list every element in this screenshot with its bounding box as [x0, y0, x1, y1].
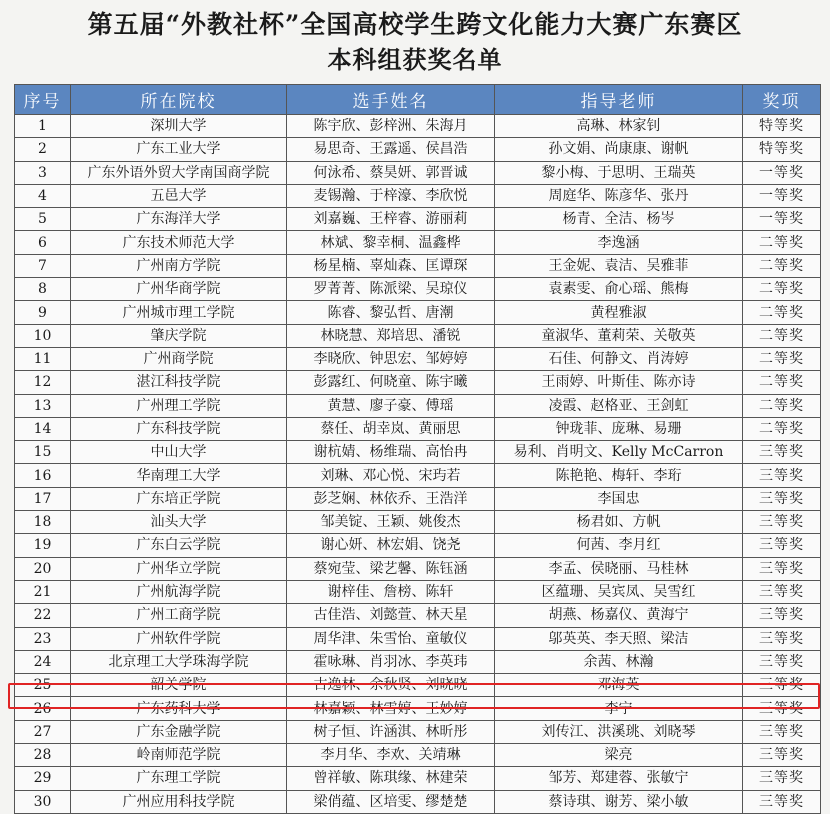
cell-number: 7: [15, 254, 71, 277]
page-title: 第五届“外教社杯”全国高校学生跨文化能力大赛广东赛区: [87, 10, 743, 39]
cell-teachers: 杨君如、方帆: [495, 511, 743, 534]
cell-number: 2: [15, 138, 71, 161]
cell-number: 15: [15, 441, 71, 464]
cell-students: 罗菁菁、陈派梁、吴琼仪: [287, 278, 495, 301]
cell-number: 13: [15, 394, 71, 417]
table-row: [15, 394, 821, 417]
cell-teachers: 余茜、林瀚: [495, 650, 743, 673]
cell-school: 华南理工大学: [71, 464, 287, 487]
cell-students: 古佳浩、刘懿萱、林天星: [287, 604, 495, 627]
table-row: [15, 184, 821, 207]
cell-number: 14: [15, 417, 71, 440]
cell-teachers: 邹芳、郑建蓉、张敏宁: [495, 767, 743, 790]
cell-number: 5: [15, 208, 71, 231]
cell-award: 三等奖: [743, 744, 821, 767]
cell-teachers: 区蕴珊、吴宾凤、吴雪红: [495, 580, 743, 603]
cell-teachers: 高琳、林家钊: [495, 115, 743, 138]
cell-number: 12: [15, 371, 71, 394]
cell-students: 古逸林、余秋贤、刘晓晓: [287, 674, 495, 697]
cell-number: 9: [15, 301, 71, 324]
cell-number: 3: [15, 161, 71, 184]
cell-number: 8: [15, 278, 71, 301]
table-row: [15, 674, 821, 697]
table-row: [15, 627, 821, 650]
table-row: [15, 115, 821, 138]
page-subtitle: 本科组获奖名单: [327, 45, 503, 74]
cell-number: 6: [15, 231, 71, 254]
cell-school: 韶关学院: [71, 674, 287, 697]
cell-award: 二等奖: [743, 278, 821, 301]
cell-award: 三等奖: [743, 464, 821, 487]
table-row: [15, 254, 821, 277]
cell-school: 肇庆学院: [71, 324, 287, 347]
cell-teachers: 李宁: [495, 697, 743, 720]
cell-school: 广东金融学院: [71, 720, 287, 743]
cell-number: 20: [15, 557, 71, 580]
cell-number: 26: [15, 697, 71, 720]
cell-students: 谢梓佳、詹榜、陈轩: [287, 580, 495, 603]
cell-number: 1: [15, 115, 71, 138]
award-table: [14, 84, 821, 814]
cell-award: 二等奖: [743, 347, 821, 370]
cell-students: 何泳希、蔡昊妍、郭晋诚: [287, 161, 495, 184]
cell-teachers: 蔡诗琪、谢芳、梁小敏: [495, 790, 743, 813]
table-row: [15, 604, 821, 627]
cell-students: 麦锡瀚、于梓濠、李欣悦: [287, 184, 495, 207]
table-row: [15, 324, 821, 347]
cell-students: 林晓慧、郑培思、潘锐: [287, 324, 495, 347]
cell-number: 25: [15, 674, 71, 697]
table-row: [15, 744, 821, 767]
cell-award: 一等奖: [743, 161, 821, 184]
cell-students: 刘琳、邓心悦、宋玙若: [287, 464, 495, 487]
cell-teachers: 陈艳艳、梅轩、李珩: [495, 464, 743, 487]
cell-teachers: 黎小梅、于思明、王瑞英: [495, 161, 743, 184]
cell-award: 二等奖: [743, 324, 821, 347]
cell-award: 特等奖: [743, 138, 821, 161]
cell-teachers: 孙文娟、尚康康、谢帆: [495, 138, 743, 161]
cell-number: 4: [15, 184, 71, 207]
cell-teachers: 钟珑菲、庞琳、易珊: [495, 417, 743, 440]
cell-award: 三等奖: [743, 674, 821, 697]
table-row: [15, 557, 821, 580]
header-award: 奖项: [743, 85, 821, 115]
cell-teachers: 邓海英: [495, 674, 743, 697]
cell-school: 五邑大学: [71, 184, 287, 207]
table-row: [15, 511, 821, 534]
cell-students: 李晓欣、钟思宏、邹婷婷: [287, 347, 495, 370]
cell-school: 广东培正学院: [71, 487, 287, 510]
cell-award: 三等奖: [743, 720, 821, 743]
table-row: [15, 790, 821, 813]
cell-students: 周华津、朱雪怡、童敏仪: [287, 627, 495, 650]
cell-teachers: 梁亮: [495, 744, 743, 767]
cell-award: 一等奖: [743, 208, 821, 231]
table-row: [15, 487, 821, 510]
cell-award: 三等奖: [743, 580, 821, 603]
cell-school: 广州华商学院: [71, 278, 287, 301]
cell-school: 广州城市理工学院: [71, 301, 287, 324]
table-row: [15, 208, 821, 231]
table-row: [15, 231, 821, 254]
cell-teachers: 李孟、侯晓丽、马桂林: [495, 557, 743, 580]
cell-teachers: 袁素雯、俞心瑶、熊梅: [495, 278, 743, 301]
cell-school: 广州航海学院: [71, 580, 287, 603]
cell-award: 三等奖: [743, 790, 821, 813]
cell-number: 21: [15, 580, 71, 603]
title-block: [0, 0, 830, 82]
cell-teachers: 李国忠: [495, 487, 743, 510]
table-row: [15, 138, 821, 161]
table-row: [15, 278, 821, 301]
cell-students: 树子恒、许涵淇、林昕彤: [287, 720, 495, 743]
cell-award: 三等奖: [743, 604, 821, 627]
header-students: 选手姓名: [287, 85, 495, 115]
cell-number: 29: [15, 767, 71, 790]
cell-school: 广州理工学院: [71, 394, 287, 417]
header-number: 序号: [15, 85, 71, 115]
cell-students: 曾祥敏、陈琪缘、林建荣: [287, 767, 495, 790]
cell-students: 霍咏琳、肖羽冰、李英玮: [287, 650, 495, 673]
cell-students: 杨星楠、辜灿森、匡谭琛: [287, 254, 495, 277]
cell-school: 广州商学院: [71, 347, 287, 370]
cell-number: 22: [15, 604, 71, 627]
cell-school: 广东理工学院: [71, 767, 287, 790]
cell-number: 28: [15, 744, 71, 767]
table-row: [15, 347, 821, 370]
table-row: [15, 650, 821, 673]
cell-school: 中山大学: [71, 441, 287, 464]
cell-students: 梁俏蕴、区培雯、缪楚楚: [287, 790, 495, 813]
header-school: 所在院校: [71, 85, 287, 115]
cell-teachers: 王金妮、袁洁、吴雅菲: [495, 254, 743, 277]
cell-teachers: 周庭华、陈彦华、张丹: [495, 184, 743, 207]
cell-award: 三等奖: [743, 697, 821, 720]
cell-students: 彭露红、何晓童、陈宇曦: [287, 371, 495, 394]
cell-students: 邹美锭、王颖、姚俊杰: [287, 511, 495, 534]
cell-school: 广东技术师范大学: [71, 231, 287, 254]
cell-students: 谢心妍、林宏娟、饶尧: [287, 534, 495, 557]
cell-number: 23: [15, 627, 71, 650]
table-row: [15, 720, 821, 743]
cell-number: 18: [15, 511, 71, 534]
cell-school: 北京理工大学珠海学院: [71, 650, 287, 673]
cell-school: 广州华立学院: [71, 557, 287, 580]
cell-students: 蔡任、胡幸岚、黄丽思: [287, 417, 495, 440]
cell-students: 林嘉颖、林雪婷、王妙婷: [287, 697, 495, 720]
cell-number: 16: [15, 464, 71, 487]
table-row: [15, 371, 821, 394]
cell-award: 三等奖: [743, 511, 821, 534]
cell-award: 二等奖: [743, 231, 821, 254]
cell-school: 岭南师范学院: [71, 744, 287, 767]
cell-teachers: 王雨婷、叶斯佳、陈亦诗: [495, 371, 743, 394]
table-row: [15, 161, 821, 184]
cell-students: 陈睿、黎弘哲、唐潮: [287, 301, 495, 324]
cell-school: 汕头大学: [71, 511, 287, 534]
cell-school: 广东外语外贸大学南国商学院: [71, 161, 287, 184]
cell-teachers: 石佳、何静文、肖涛婷: [495, 347, 743, 370]
cell-teachers: 凌霞、赵格亚、王剑虹: [495, 394, 743, 417]
cell-teachers: 黄程雅淑: [495, 301, 743, 324]
cell-students: 刘嘉巍、王梓睿、游丽莉: [287, 208, 495, 231]
cell-school: 广东工业大学: [71, 138, 287, 161]
cell-number: 17: [15, 487, 71, 510]
cell-award: 一等奖: [743, 184, 821, 207]
cell-award: 特等奖: [743, 115, 821, 138]
table-header-row: [15, 85, 821, 115]
cell-number: 10: [15, 324, 71, 347]
header-teachers: 指导老师: [495, 85, 743, 115]
cell-award: 三等奖: [743, 767, 821, 790]
cell-award: 二等奖: [743, 371, 821, 394]
cell-award: 三等奖: [743, 487, 821, 510]
cell-teachers: 刘传江、洪溪珧、刘晓琴: [495, 720, 743, 743]
table-row: [15, 697, 821, 720]
cell-teachers: 邬英英、李天照、梁洁: [495, 627, 743, 650]
cell-students: 蔡宛莹、梁艺馨、陈钰涵: [287, 557, 495, 580]
table-row: [15, 417, 821, 440]
cell-students: 林斌、黎幸桐、温鑫桦: [287, 231, 495, 254]
cell-teachers: 何茜、李月红: [495, 534, 743, 557]
cell-students: 黄慧、廖子豪、傅瑶: [287, 394, 495, 417]
table-row: [15, 464, 821, 487]
cell-number: 24: [15, 650, 71, 673]
cell-school: 广州软件学院: [71, 627, 287, 650]
cell-award: 三等奖: [743, 557, 821, 580]
cell-award: 二等奖: [743, 394, 821, 417]
cell-school: 广州工商学院: [71, 604, 287, 627]
table-row: [15, 580, 821, 603]
table-row: [15, 534, 821, 557]
cell-teachers: 李逸涵: [495, 231, 743, 254]
cell-award: 二等奖: [743, 301, 821, 324]
cell-school: 广东海洋大学: [71, 208, 287, 231]
cell-school: 广东药科大学: [71, 697, 287, 720]
table-row: [15, 301, 821, 324]
cell-number: 19: [15, 534, 71, 557]
cell-award: 三等奖: [743, 441, 821, 464]
cell-students: 易思奇、王露遥、侯昌浩: [287, 138, 495, 161]
cell-teachers: 杨青、全洁、杨岑: [495, 208, 743, 231]
table-row: [15, 441, 821, 464]
cell-students: 谢杭婧、杨维瑞、高怡冉: [287, 441, 495, 464]
table-row: [15, 767, 821, 790]
cell-teachers: 胡燕、杨嘉仪、黄海宁: [495, 604, 743, 627]
cell-school: 广东科技学院: [71, 417, 287, 440]
cell-school: 广州南方学院: [71, 254, 287, 277]
cell-award: 二等奖: [743, 417, 821, 440]
cell-number: 30: [15, 790, 71, 813]
cell-number: 27: [15, 720, 71, 743]
cell-award: 二等奖: [743, 254, 821, 277]
cell-number: 11: [15, 347, 71, 370]
cell-school: 广东白云学院: [71, 534, 287, 557]
cell-teachers: 童淑华、董莉荣、关敬英: [495, 324, 743, 347]
cell-students: 李月华、李欢、关靖琳: [287, 744, 495, 767]
cell-award: 三等奖: [743, 650, 821, 673]
cell-students: 陈宇欣、彭梓洲、朱海月: [287, 115, 495, 138]
cell-teachers: 易利、肖明文、Kelly McCarron: [495, 441, 743, 464]
cell-students: 彭芝娴、林依乔、王浩洋: [287, 487, 495, 510]
cell-school: 深圳大学: [71, 115, 287, 138]
cell-award: 三等奖: [743, 534, 821, 557]
cell-school: 广州应用科技学院: [71, 790, 287, 813]
cell-award: 三等奖: [743, 627, 821, 650]
cell-school: 湛江科技学院: [71, 371, 287, 394]
